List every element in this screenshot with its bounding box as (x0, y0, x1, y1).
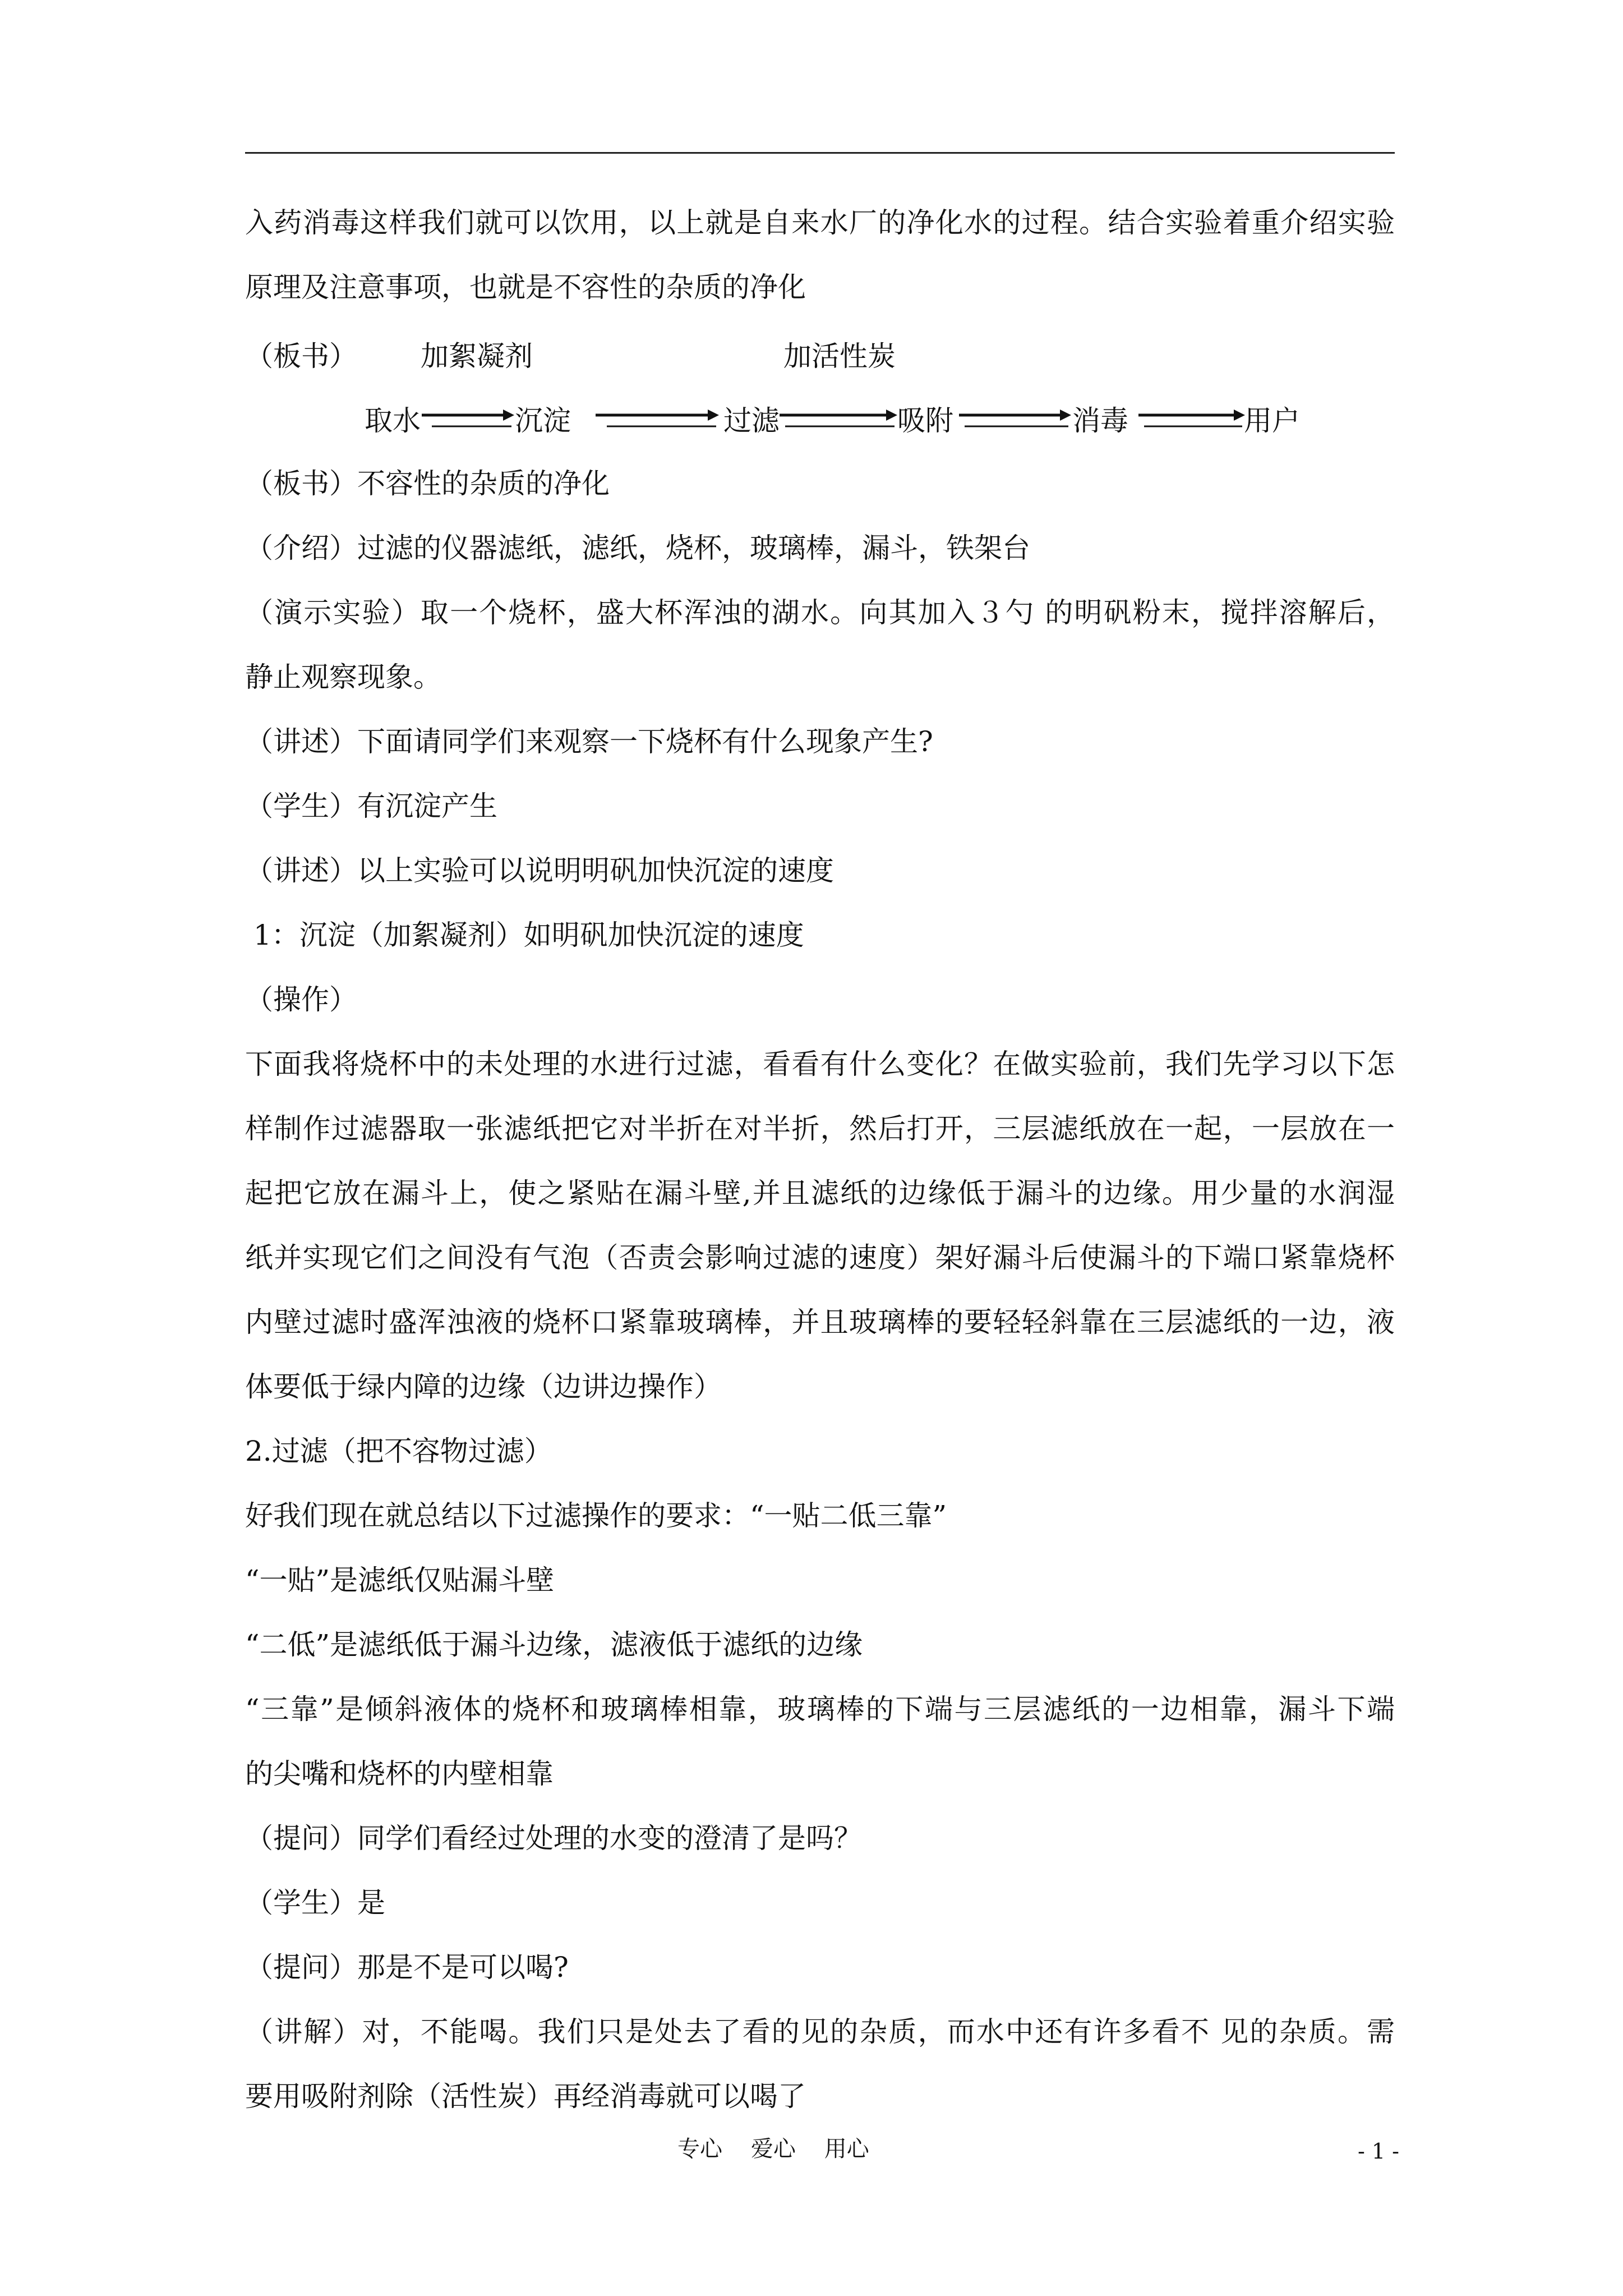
paragraph-line: 要用吸附剂除（活性炭）再经消毒就可以喝了 (245, 2080, 806, 2113)
paragraph-line: 的尖嘴和烧杯的内壁相靠 (245, 1757, 554, 1790)
paragraph-line: 内壁过滤时盛浑浊液的烧杯口紧靠玻璃棒，并且玻璃棒的要轻轻斜靠在三层滤纸的一边，液 (245, 1306, 1395, 1338)
header-rule (245, 152, 1395, 154)
page-number: - 1 - (1357, 2139, 1399, 2164)
activated-carbon-label: 加活性炭 (783, 340, 896, 372)
paragraph-line: 1：沉淀（加絮凝剂）如明矾加快沉淀的速度 (253, 919, 804, 951)
flow-arrow-icon (780, 405, 897, 427)
board-label: （板书） (245, 340, 357, 372)
flow-step-disinfection: 消毒 (1072, 404, 1128, 437)
paragraph-line: （操作） (245, 983, 357, 1016)
flow-arrow-icon (596, 405, 719, 427)
paragraph-line: （讲述）以上实验可以说明明矾加快沉淀的速度 (245, 854, 834, 887)
paragraph-line: 下面我将烧杯中的未处理的水进行过滤，看看有什么变化？在做实验前，我们先学习以下怎 (245, 1048, 1395, 1080)
flow-step-intake: 取水 (365, 404, 421, 437)
paragraph-line: 好我们现在就总结以下过滤操作的要求：“一贴二低三靠” (245, 1499, 947, 1532)
paragraph-line: （学生）是 (245, 1887, 385, 1919)
paragraph-line: 2.过滤（把不容物过滤） (245, 1435, 552, 1467)
paragraph-line: （板书）不容性的杂质的净化 (245, 467, 610, 500)
paragraph-line: “二低”是滤纸低于漏斗边缘，滤液低于滤纸的边缘 (245, 1628, 863, 1661)
flow-step-adsorption: 吸附 (897, 404, 953, 437)
flocculant-label: 加絮凝剂 (421, 340, 533, 372)
flow-step-sedimentation: 沉淀 (515, 404, 571, 437)
flow-arrow-icon (1138, 405, 1245, 427)
paragraph-line: （演示实验）取一个烧杯，盛大杯浑浊的湖水。向其加入３勺 的明矾粉末，搅拌溶解后， (245, 596, 1395, 629)
paragraph-line: 原理及注意事项，也就是不容性的杂质的净化 (245, 271, 806, 303)
paragraph-line: “一贴”是滤纸仅贴漏斗壁 (245, 1564, 555, 1596)
paragraph-line: （讲述）下面请同学们来观察一下烧杯有什么现象产生? (245, 725, 933, 758)
paragraph-line: 起把它放在漏斗上，使之紧贴在漏斗壁,并且滤纸的边缘低于漏斗的边缘。用少量的水润湿 (245, 1177, 1395, 1209)
paragraph-line: “三靠”是倾斜液体的烧杯和玻璃棒相靠，玻璃棒的下端与三层滤纸的一边相靠，漏斗下端 (245, 1693, 1395, 1726)
flow-step-users: 用户 (1244, 404, 1300, 437)
paragraph-line: 体要低于绿内障的边缘（边讲边操作） (245, 1370, 722, 1403)
flow-arrow-icon (422, 405, 514, 427)
paragraph-line: （介绍）过滤的仪器滤纸，滤纸，烧杯，玻璃棒，漏斗，铁架台 (245, 532, 1030, 564)
paragraph-line: （学生）有沉淀产生 (245, 790, 497, 822)
paragraph-line: 静止观察现象。 (245, 661, 441, 693)
paragraph-line: 纸并实现它们之间没有气泡（否责会影响过滤的速度）架好漏斗后使漏斗的下端口紧靠烧杯 (245, 1241, 1395, 1274)
paragraph-line: 入药消毒这样我们就可以饮用，以上就是自来水厂的净化水的过程。结合实验着重介绍实验 (245, 206, 1395, 239)
flow-arrow-icon (959, 405, 1071, 427)
footer-motto: 专心 爱心 用心 (677, 2136, 869, 2162)
flow-step-filtration: 过滤 (723, 404, 780, 437)
paragraph-line: （提问）那是不是可以喝? (245, 1951, 569, 1984)
paragraph-line: 样制作过滤器取一张滤纸把它对半折在对半折，然后打开，三层滤纸放在一起，一层放在一 (245, 1112, 1395, 1145)
paragraph-line: （提问）同学们看经过处理的水变的澄清了是吗？ (245, 1822, 862, 1855)
paragraph-line: （讲解）对，不能喝。我们只是处去了看的见的杂质，而水中还有许多看不 见的杂质。需 (245, 2016, 1395, 2048)
